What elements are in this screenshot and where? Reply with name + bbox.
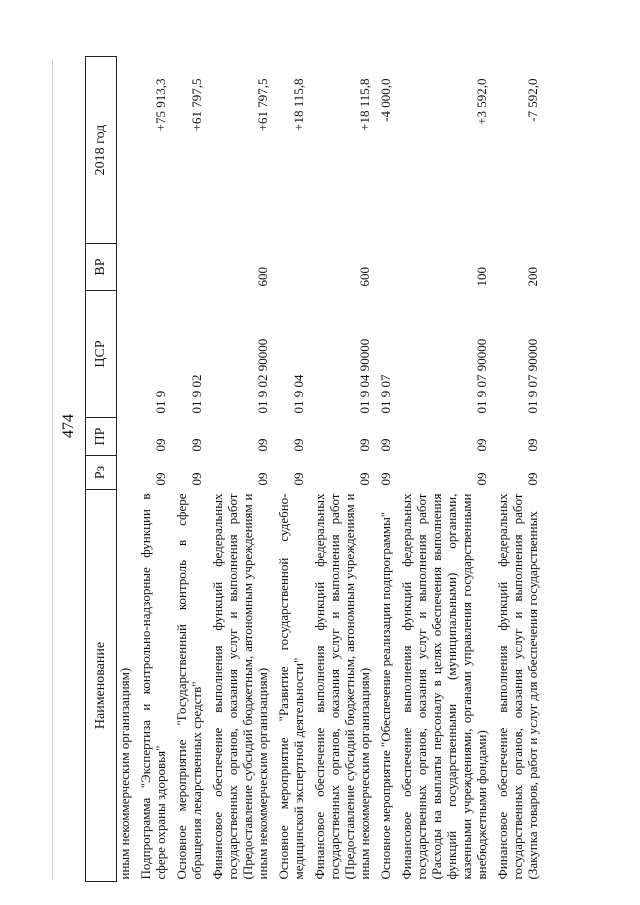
cell-rz: 09 xyxy=(357,472,372,486)
cell-year: +3 592,0 xyxy=(474,78,489,125)
header-csr: ЦСР xyxy=(86,291,117,418)
table-body xyxy=(117,57,545,882)
cell-year: +18 115,8 xyxy=(357,78,372,131)
cell-rz: 09 xyxy=(153,472,168,486)
cell-vr: 100 xyxy=(474,267,489,287)
cell-csr: 01 9 xyxy=(153,390,168,414)
header-rz: Рз xyxy=(86,456,117,490)
table-row xyxy=(172,57,208,882)
header-vr: ВР xyxy=(86,244,117,291)
table-header xyxy=(86,57,117,882)
cell-vr xyxy=(172,244,208,291)
cell-vr xyxy=(274,244,310,291)
table-row xyxy=(397,57,493,882)
cell-year: +75 913,3 xyxy=(153,78,168,132)
cell-name: иным некоммерческим организациям) xyxy=(117,667,132,880)
cell-csr: 01 9 07 xyxy=(378,374,393,414)
table-row xyxy=(136,57,172,882)
cell-pr: 09 xyxy=(357,438,372,452)
cell-pr xyxy=(117,418,137,456)
header-pr: ПР xyxy=(86,418,117,456)
cell-vr: 200 xyxy=(525,267,540,287)
budget-table xyxy=(85,56,544,882)
table-row xyxy=(310,57,376,882)
cell-pr: 09 xyxy=(378,438,393,452)
cell-name: Основное мероприятие "Обеспечение реализации подпрограммы" xyxy=(378,511,393,880)
cell-rz: 09 xyxy=(255,472,270,486)
table-row xyxy=(493,57,544,882)
cell-pr: 09 xyxy=(153,438,168,452)
cell-rz: 09 xyxy=(291,472,306,486)
cell-vr: 600 xyxy=(255,267,270,287)
cell-rz: 09 xyxy=(525,472,540,486)
cell-name: Финансовое обеспечение выполнения функций федеральных государственных органов, оказания услуг и выполнения работ (Предоставление субсидий бюджетным, автономным учреждениям и иным некоммерческим организациям) xyxy=(312,493,372,880)
cell-name: Основное мероприятие "Развитие государственной судебно-медицинской экспертной деятельности" xyxy=(276,493,306,880)
cell-pr: 09 xyxy=(525,438,540,452)
cell-csr: 01 9 02 xyxy=(189,374,204,414)
cell-name: Финансовое обеспечение выполнения функций федеральных государственных органов, оказания услуг и выполнения работ (Расходы на выплаты персоналу в целях обеспечения выполнения функций государственными (муниципальными) органами, казенными учреждениями, органами управления государственными внебюджетными фондами) xyxy=(399,493,489,880)
cell-pr: 09 xyxy=(291,438,306,452)
page-number: 474 xyxy=(60,414,77,438)
cell-name: Финансовое обеспечение выполнения функций федеральных государственных органов, оказания услуг и выполнения работ (Предоставление субсидий бюджетным, автономным учреждениям и иным некоммерческим организациям) xyxy=(210,493,270,880)
cell-vr xyxy=(117,244,137,291)
cell-year: +61 797,5 xyxy=(255,78,270,132)
header-name: Наименование xyxy=(86,490,117,882)
rotated-page-content xyxy=(85,57,615,882)
cell-rz: 09 xyxy=(378,472,393,486)
cell-csr: 01 9 02 90000 xyxy=(255,338,270,414)
cell-vr xyxy=(376,244,397,291)
cell-csr xyxy=(117,291,137,418)
cell-name: Подпрограмма "Экспертиза и контрольно-надзорные функции в сфере охраны здоровья" xyxy=(138,493,168,880)
cell-name: Основное мероприятие "Государственный контроль в сфере обращения лекарственных средств" xyxy=(174,493,204,880)
cell-rz xyxy=(117,456,137,490)
header-year: 2018 год xyxy=(86,57,117,244)
cell-csr: 01 9 07 90000 xyxy=(474,338,489,414)
cell-csr: 01 9 04 xyxy=(291,374,306,414)
cell-pr: 09 xyxy=(189,438,204,452)
cell-pr: 09 xyxy=(474,438,489,452)
cell-year: +61 797,5 xyxy=(189,78,204,132)
cell-year xyxy=(117,57,137,244)
table-row xyxy=(208,57,274,882)
cell-name: Финансовое обеспечение выполнения функций федеральных государственных органов, оказания услуг и выполнения работ (Закупка товаров, работ и услуг для обеспечения государственных xyxy=(495,493,540,880)
table-row xyxy=(274,57,310,882)
cell-rz: 09 xyxy=(474,472,489,486)
cell-year: +18 115,8 xyxy=(291,78,306,131)
cell-csr: 01 9 07 90000 xyxy=(525,338,540,414)
table-row xyxy=(376,57,397,882)
cell-csr: 01 9 04 90000 xyxy=(357,338,372,414)
cell-year: -4 000,0 xyxy=(378,78,393,122)
cell-vr xyxy=(136,244,172,291)
cell-pr: 09 xyxy=(255,438,270,452)
cell-rz: 09 xyxy=(189,472,204,486)
table-row xyxy=(117,57,137,882)
cell-year: -7 592,0 xyxy=(525,78,540,122)
scan-edge-line xyxy=(52,60,53,880)
cell-vr: 600 xyxy=(357,267,372,287)
